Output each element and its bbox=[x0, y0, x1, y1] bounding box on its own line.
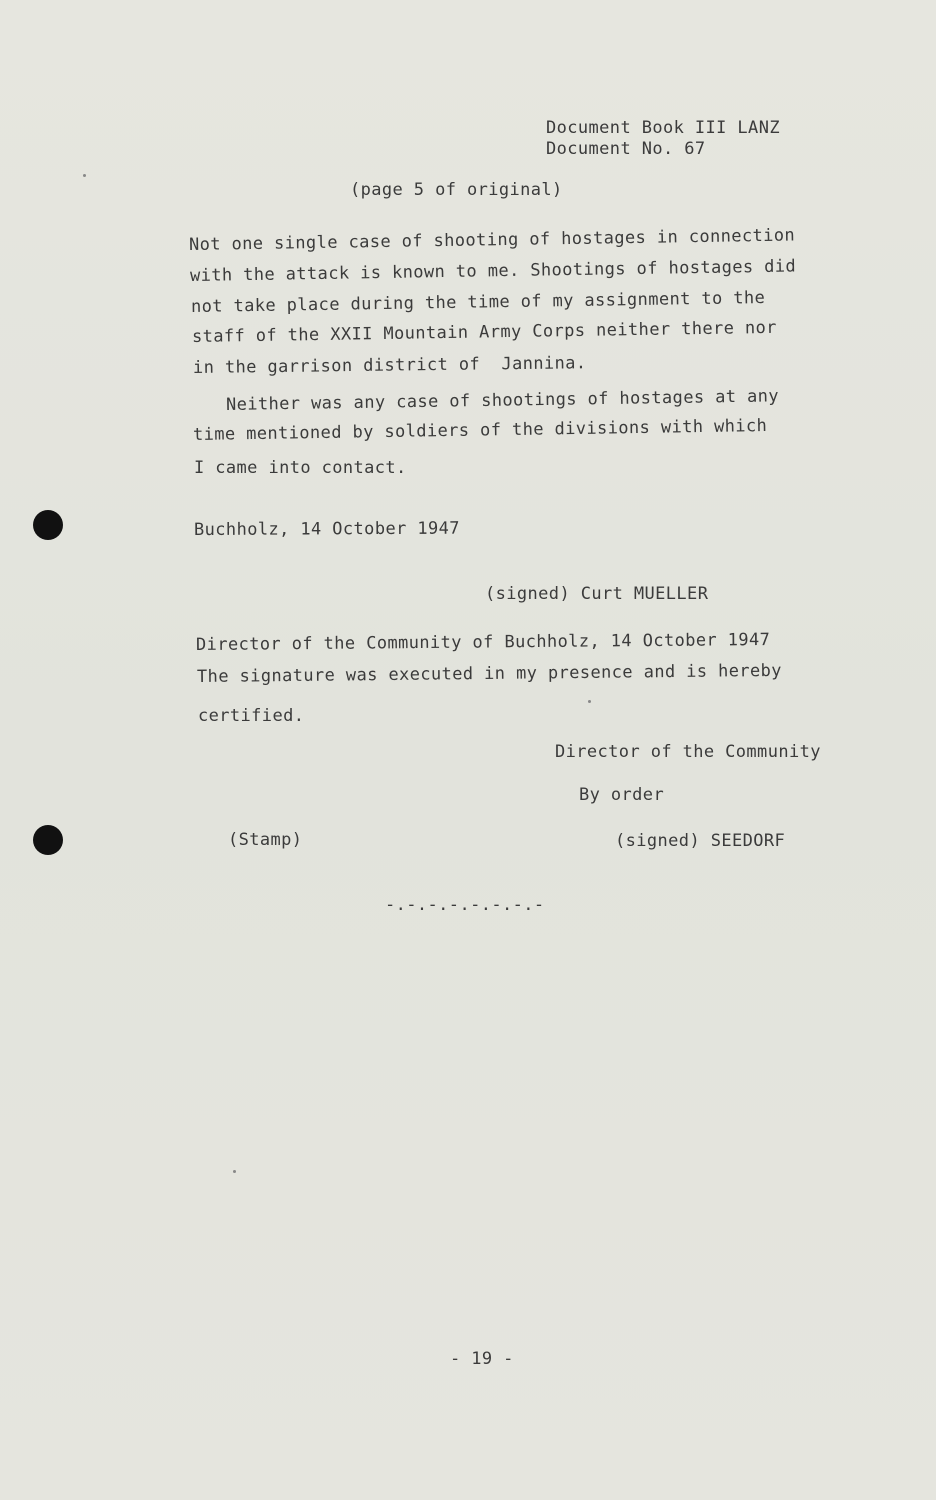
punch-hole-top bbox=[33, 510, 63, 540]
certification-line: Director of the Community of Buchholz, 14 October 1947 bbox=[195, 629, 771, 655]
paragraph-2-line: Neither was any case of shootings of hostages at any bbox=[225, 386, 780, 415]
signature-mueller: (signed) Curt MUELLER bbox=[485, 584, 709, 604]
by-order: By order bbox=[579, 785, 665, 805]
paragraph-1-line: staff of the XXII Mountain Army Corps neither there nor bbox=[191, 317, 778, 347]
punch-hole-bottom bbox=[33, 825, 63, 855]
document-book-reference: Document Book III LANZ bbox=[546, 118, 780, 138]
paragraph-1-line: Not one single case of shooting of hostages in connection bbox=[188, 225, 796, 255]
paragraph-1-line: in the garrison district of Jannina. bbox=[192, 353, 587, 378]
paragraph-1-line: with the attack is known to me. Shootings of hostages did bbox=[189, 256, 797, 286]
paragraph-1-line: not take place during the time of my assignment to the bbox=[190, 287, 766, 317]
place-and-date: Buchholz, 14 October 1947 bbox=[193, 518, 460, 540]
signature-seedorf: (signed) SEEDORF bbox=[615, 831, 786, 851]
page-of-original-note: (page 5 of original) bbox=[350, 180, 563, 200]
stamp-placeholder: (Stamp) bbox=[228, 830, 303, 850]
paragraph-2-line: I came into contact. bbox=[194, 458, 407, 478]
paragraph-2-line: time mentioned by soldiers of the divisions with which bbox=[192, 415, 768, 445]
paper-speck bbox=[588, 700, 591, 703]
separator-line: -.-.-.-.-.-.-.- bbox=[385, 895, 545, 915]
certification-line: The signature was executed in my presence and is hereby bbox=[196, 660, 782, 687]
certification-line: certified. bbox=[198, 706, 305, 726]
paper-speck bbox=[233, 1170, 236, 1173]
paper-speck bbox=[83, 174, 86, 177]
document-number: Document No. 67 bbox=[546, 139, 706, 159]
director-title: Director of the Community bbox=[555, 742, 821, 762]
page-number: - 19 - bbox=[450, 1349, 514, 1369]
